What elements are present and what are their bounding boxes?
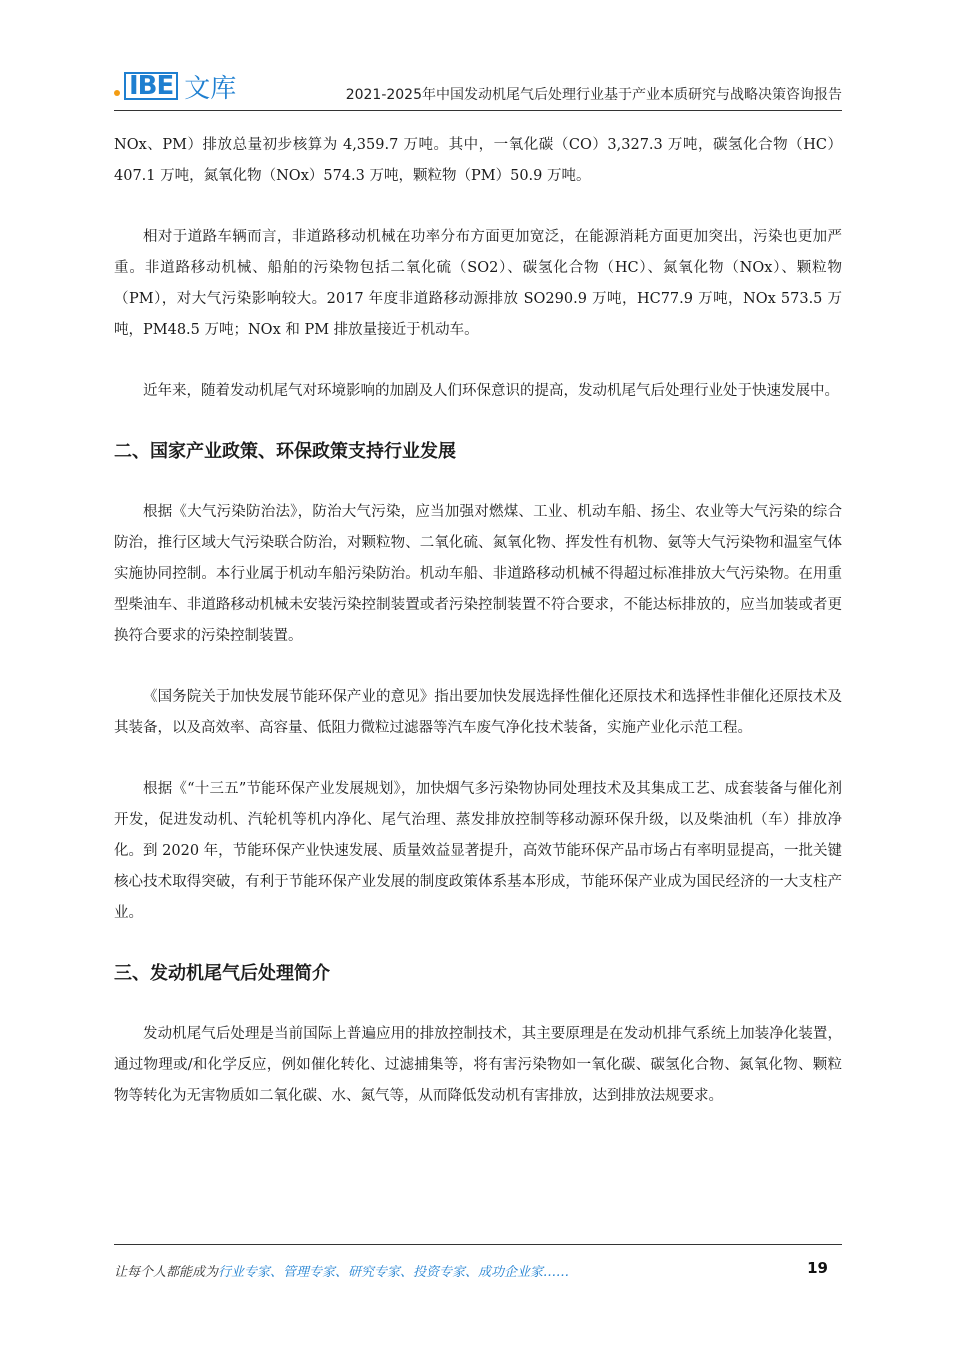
footer-slogan-prefix: 让每个人都能成为 [114, 1265, 219, 1280]
logo [114, 70, 236, 102]
report-title: 2021-2025年中国发动机尾气后处理行业基于产业本质研究与战略决策咨询报告 [345, 87, 842, 103]
section-heading-policy: 二、国家产业政策、环保政策支持行业发展 [114, 441, 456, 462]
paragraph-non-road-machinery: 相对于道路车辆而言，非道路移动机械在功率分布方面更加宽泛，在能源消耗方面更加突出，污染也更加严重。非道路移动机械、船舶的污染物包括二氧化硫（SO2）、碳氢化合物（HC）、氮氧化物（NOx）、颗粒物（PM），对大气污染影响较大。2017 年度非道路移动源排放 SO290.9 万吨，HC77.9 万吨，NOx 573.5 万吨，PM48.5 万吨；NOx 和 PM 排放量接近于机动车。 [114, 229, 842, 338]
page-number: 19 [807, 1259, 828, 1277]
page-footer [114, 1244, 842, 1285]
paragraph-13th-five-year-plan: 根据《“十三五”节能环保产业发展规划》，加快烟气多污染物协同处理技术及其集成工艺、成套装备与催化剂开发，促进发动机、汽轮机等机内净化、尾气治理、蒸发排放控制等移动源环保升级，以及柴油机（车）排放净化。到 2020 年，节能环保产业快速发展、质量效益显著提升，高效节能环保产品市场占有率明显提高，一批关键核心技术取得突破，有利于节能环保产业发展的制度政策体系基本形成，节能环保产业成为国民经济的一大支柱产业。 [114, 781, 842, 921]
paragraph-industry-growth: 近年来，随着发动机尾气对环境影响的加剧及人们环保意识的提高，发动机尾气后处理行业处于快速发展中。 [143, 383, 839, 399]
paragraph-emissions-total: NOx、PM）排放总量初步核算为 4,359.7 万吨。其中，一氧化碳（CO）3,327.3 万吨，碳氢化合物（HC）407.1 万吨，氮氧化物（NOx）574.3 万吨，颗粒物（PM）50.9 万吨。 [114, 137, 842, 184]
logo-mark: IBE [124, 72, 178, 100]
footer-slogan [114, 1261, 569, 1280]
paragraph-aftertreatment-intro: 发动机尾气后处理是当前国际上普遍应用的排放控制技术，其主要原理是在发动机排气系统上加装净化装置，通过物理或/和化学反应，例如催化转化、过滤捕集等，将有害污染物如一氧化碳、碳氢化合物、氮氧化物、颗粒物等转化为无害物质如二氧化碳、水、氮气等，从而降低发动机有害排放，达到排放法规要求。 [114, 1026, 842, 1104]
logo-text: 文库 [184, 73, 237, 104]
section-heading-aftertreatment: 三、发动机尾气后处理简介 [114, 963, 330, 984]
paragraph-air-pollution-law: 根据《大气污染防治法》，防治大气污染，应当加强对燃煤、工业、机动车船、扬尘、农业等大气污染的综合防治，推行区域大气污染联合防治，对颗粒物、二氧化硫、氮氧化物、挥发性有机物、氨等大气污染物和温室气体实施协同控制。本行业属于机动车船污染防治。机动车船、非道路移动机械不得超过标准排放大气污染物。在用重型柴油车、非道路移动机械未安装污染控制装置或者污染控制装置不符合要求，不能达标排放的，应当加装或者更换符合要求的污染控制装置。 [114, 504, 842, 644]
logo-dot [114, 90, 120, 96]
footer-slogan-roles: 行业专家、管理专家、研究专家、投资专家、成功企业家…… [218, 1265, 570, 1280]
page-header [114, 66, 842, 111]
page-content [114, 130, 842, 1112]
paragraph-state-council-opinion: 《国务院关于加快发展节能环保产业的意见》指出要加快发展选择性催化还原技术和选择性非催化还原技术及其装备，以及高效率、高容量、低阻力微粒过滤器等汽车废气净化技术装备，实施产业化示范工程。 [114, 689, 842, 736]
